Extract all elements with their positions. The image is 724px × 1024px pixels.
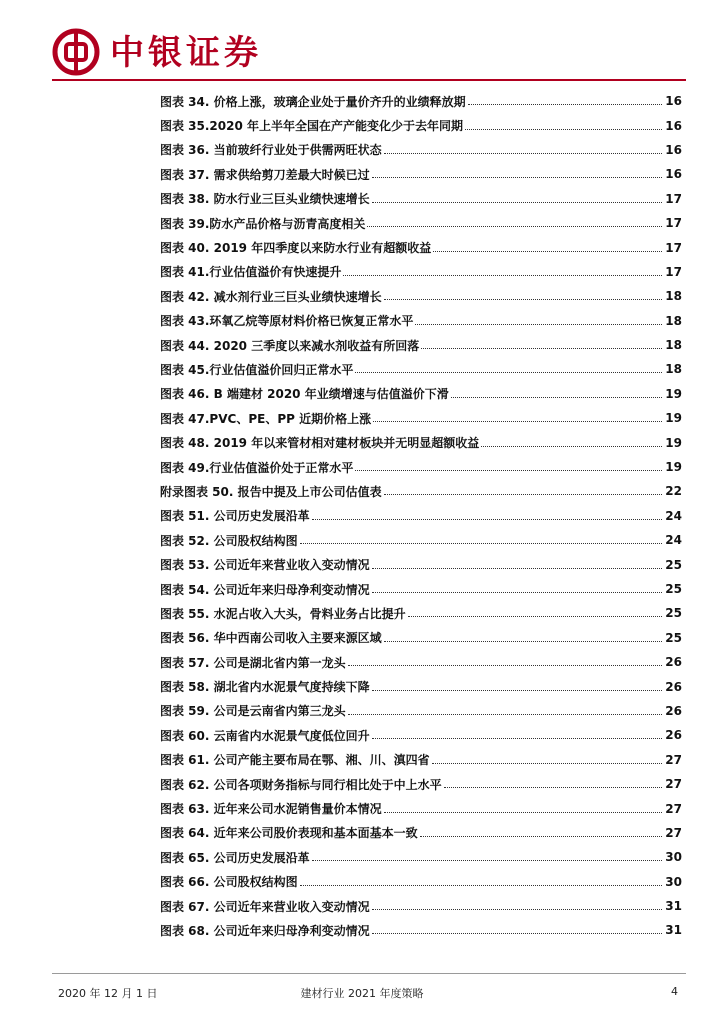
footer-report-title: 建材行业 2021 年度策略 bbox=[300, 987, 424, 1000]
toc-dot-leader bbox=[348, 714, 662, 715]
toc-entry[interactable] bbox=[160, 284, 682, 308]
toc-entry[interactable] bbox=[160, 211, 682, 235]
toc-entry[interactable] bbox=[160, 406, 682, 430]
toc-dot-leader bbox=[408, 616, 662, 617]
toc-entry-title: 图表 60. 云南省内水泥景气度低位回升 bbox=[160, 728, 370, 743]
toc-entry-page-number: 30 bbox=[665, 850, 682, 865]
toc-dot-leader bbox=[355, 470, 662, 471]
toc-entry-page-number: 19 bbox=[665, 386, 682, 401]
toc-entry-page-number: 16 bbox=[665, 167, 682, 182]
header-divider bbox=[52, 79, 686, 81]
toc-entry-page-number: 16 bbox=[665, 142, 682, 157]
toc-entry[interactable] bbox=[160, 748, 682, 772]
toc-dot-leader bbox=[367, 226, 662, 227]
toc-entry[interactable] bbox=[160, 333, 682, 357]
page-header bbox=[52, 26, 692, 80]
toc-dot-leader bbox=[415, 324, 662, 325]
toc-entry[interactable] bbox=[160, 260, 682, 284]
toc-dot-leader bbox=[468, 104, 662, 105]
toc-entry[interactable] bbox=[160, 699, 682, 723]
toc-entry-title: 图表 44. 2020 三季度以来减水剂收益有所回落 bbox=[160, 338, 420, 353]
toc-entry-title: 图表 47.PVC、PE、PP 近期价格上涨 bbox=[160, 411, 372, 426]
toc-entry[interactable] bbox=[160, 528, 682, 552]
toc-entry-title: 图表 67. 公司近年来营业收入变动情况 bbox=[160, 899, 370, 914]
toc-entry-page-number: 18 bbox=[665, 313, 682, 328]
toc-entry-page-number: 25 bbox=[665, 606, 682, 621]
toc-dot-leader bbox=[444, 787, 662, 788]
toc-entry-page-number: 17 bbox=[665, 191, 682, 206]
toc-entry[interactable] bbox=[160, 89, 682, 113]
toc-entry-page-number: 24 bbox=[665, 508, 682, 523]
toc-entry[interactable] bbox=[160, 870, 682, 894]
toc-entry-title: 图表 62. 公司各项财务指标与同行相比处于中上水平 bbox=[160, 777, 442, 792]
toc-entry[interactable] bbox=[160, 650, 682, 674]
toc-entry-page-number: 31 bbox=[665, 899, 682, 914]
toc-dot-leader bbox=[372, 202, 662, 203]
toc-dot-leader bbox=[384, 299, 662, 300]
toc-entry-title: 图表 55. 水泥占收入大头，骨料业务占比提升 bbox=[160, 606, 406, 621]
toc-entry-title: 图表 35.2020 年上半年全国在产产能变化少于去年同期 bbox=[160, 119, 464, 134]
toc-dot-leader bbox=[421, 348, 662, 349]
toc-entry-page-number: 30 bbox=[665, 874, 682, 889]
toc-entry[interactable] bbox=[160, 455, 682, 479]
toc-entry[interactable] bbox=[160, 626, 682, 650]
toc-entry-page-number: 27 bbox=[665, 825, 682, 840]
toc-entry-title: 图表 38. 防水行业三巨头业绩快速增长 bbox=[160, 192, 370, 207]
toc-entry-title: 图表 68. 公司近年来归母净利变动情况 bbox=[160, 923, 370, 938]
toc-entry-title: 图表 41.行业估值溢价有快速提升 bbox=[160, 265, 342, 280]
toc-entry-page-number: 24 bbox=[665, 533, 682, 548]
toc-dot-leader bbox=[312, 860, 662, 861]
toc-dot-leader bbox=[343, 275, 662, 276]
toc-dot-leader bbox=[372, 177, 662, 178]
toc-entry-title: 图表 56. 华中西南公司收入主要来源区域 bbox=[160, 631, 382, 646]
toc-dot-leader bbox=[420, 836, 662, 837]
toc-dot-leader bbox=[355, 372, 662, 373]
toc-dot-leader bbox=[372, 592, 662, 593]
brand-logo bbox=[52, 26, 262, 78]
toc-entry-title: 图表 34. 价格上涨，玻璃企业处于量价齐升的业绩释放期 bbox=[160, 94, 466, 109]
toc-entry-title: 图表 53. 公司近年来营业收入变动情况 bbox=[160, 558, 370, 573]
toc-entry-page-number: 18 bbox=[665, 289, 682, 304]
toc-entry-page-number: 25 bbox=[665, 557, 682, 572]
toc-entry-page-number: 26 bbox=[665, 703, 682, 718]
toc-entry-title: 附录图表 50. 报告中提及上市公司估值表 bbox=[160, 484, 382, 499]
toc-dot-leader bbox=[384, 494, 662, 495]
toc-entry-page-number: 27 bbox=[665, 801, 682, 816]
toc-dot-leader bbox=[300, 885, 662, 886]
toc-entry-title: 图表 66. 公司股权结构图 bbox=[160, 875, 298, 890]
toc-entry[interactable] bbox=[160, 187, 682, 211]
toc-entry-title: 图表 54. 公司近年来归母净利变动情况 bbox=[160, 582, 370, 597]
toc-entry[interactable] bbox=[160, 138, 682, 162]
figure-table-of-contents bbox=[160, 89, 682, 943]
toc-entry[interactable] bbox=[160, 113, 682, 137]
toc-entry-page-number: 19 bbox=[665, 411, 682, 426]
toc-dot-leader bbox=[481, 446, 662, 447]
toc-dot-leader bbox=[372, 738, 662, 739]
toc-entry-title: 图表 48. 2019 年以来管材相对建材板块并无明显超额收益 bbox=[160, 436, 480, 451]
toc-entry-title: 图表 43.环氧乙烷等原材料价格已恢复正常水平 bbox=[160, 314, 414, 329]
toc-entry-page-number: 25 bbox=[665, 582, 682, 596]
toc-entry-page-number: 26 bbox=[665, 728, 682, 743]
toc-entry-title: 图表 52. 公司股权结构图 bbox=[160, 533, 298, 548]
toc-entry-page-number: 16 bbox=[665, 118, 682, 133]
toc-entry-title: 图表 45.行业估值溢价回归正常水平 bbox=[160, 362, 354, 377]
toc-dot-leader bbox=[372, 909, 662, 910]
toc-entry[interactable] bbox=[160, 845, 682, 869]
toc-entry[interactable] bbox=[160, 162, 682, 186]
toc-entry-title: 图表 65. 公司历史发展沿革 bbox=[160, 850, 310, 865]
toc-dot-leader bbox=[384, 153, 662, 154]
toc-dot-leader bbox=[372, 933, 662, 934]
toc-entry-page-number: 31 bbox=[665, 923, 682, 938]
toc-entry-title: 图表 49.行业估值溢价处于正常水平 bbox=[160, 460, 354, 475]
toc-entry[interactable] bbox=[160, 723, 682, 747]
toc-entry[interactable] bbox=[160, 674, 682, 698]
toc-dot-leader bbox=[433, 251, 662, 252]
toc-entry[interactable] bbox=[160, 430, 682, 454]
toc-dot-leader bbox=[373, 421, 662, 422]
toc-entry-page-number: 26 bbox=[665, 679, 682, 694]
toc-entry[interactable] bbox=[160, 894, 682, 918]
toc-entry-title: 图表 42. 减水剂行业三巨头业绩快速增长 bbox=[160, 289, 382, 304]
toc-dot-leader bbox=[384, 812, 662, 813]
toc-entry[interactable] bbox=[160, 772, 682, 796]
toc-entry-title: 图表 61. 公司产能主要布局在鄂、湘、川、滇四省 bbox=[160, 753, 430, 768]
footer-page-number: 4 bbox=[671, 985, 678, 998]
toc-entry-page-number: 27 bbox=[665, 752, 682, 767]
toc-entry[interactable] bbox=[160, 382, 682, 406]
toc-entry-title: 图表 36. 当前玻纤行业处于供需两旺状态 bbox=[160, 143, 382, 158]
toc-entry-page-number: 16 bbox=[665, 94, 682, 109]
toc-entry-title: 图表 37. 需求供给剪刀差最大时候已过 bbox=[160, 167, 370, 182]
toc-entry[interactable] bbox=[160, 504, 682, 528]
toc-dot-leader bbox=[432, 763, 662, 764]
toc-dot-leader bbox=[312, 519, 662, 520]
toc-entry-title: 图表 57. 公司是湖北省内第一龙头 bbox=[160, 655, 346, 670]
toc-entry-page-number: 18 bbox=[665, 338, 682, 353]
toc-entry-title: 图表 51. 公司历史发展沿革 bbox=[160, 509, 310, 524]
toc-dot-leader bbox=[465, 129, 662, 130]
toc-dot-leader bbox=[384, 641, 662, 642]
toc-entry-title: 图表 40. 2019 年四季度以来防水行业有超额收益 bbox=[160, 241, 432, 256]
toc-entry-page-number: 27 bbox=[665, 777, 682, 792]
toc-entry-page-number: 19 bbox=[665, 460, 682, 475]
toc-entry-title: 图表 58. 湖北省内水泥景气度持续下降 bbox=[160, 680, 370, 695]
footer-divider bbox=[52, 973, 686, 974]
toc-entry-page-number: 17 bbox=[665, 240, 682, 255]
toc-dot-leader bbox=[451, 397, 662, 398]
toc-entry-page-number: 25 bbox=[665, 630, 682, 645]
toc-entry-title: 图表 63. 近年来公司水泥销售量价本情况 bbox=[160, 802, 382, 817]
toc-dot-leader bbox=[372, 690, 662, 691]
toc-entry[interactable] bbox=[160, 235, 682, 259]
toc-dot-leader bbox=[300, 543, 662, 544]
bank-of-china-logo-icon bbox=[52, 28, 100, 76]
toc-entry-title: 图表 64. 近年来公司股价表现和基本面基本一致 bbox=[160, 826, 418, 841]
footer-date: 2020 年 12 月 1 日 bbox=[58, 987, 158, 1000]
toc-entry-title: 图表 39.防水产品价格与沥青高度相关 bbox=[160, 216, 366, 231]
toc-entry-title: 图表 59. 公司是云南省内第三龙头 bbox=[160, 704, 346, 719]
toc-entry-page-number: 22 bbox=[665, 484, 682, 499]
toc-entry-page-number: 17 bbox=[665, 264, 682, 279]
toc-entry[interactable] bbox=[160, 821, 682, 845]
brand-name: 中银证券 bbox=[110, 33, 262, 73]
toc-entry[interactable] bbox=[160, 918, 682, 942]
toc-dot-leader bbox=[348, 665, 662, 666]
toc-entry-page-number: 17 bbox=[665, 216, 682, 231]
toc-entry[interactable] bbox=[160, 479, 682, 503]
toc-entry-page-number: 18 bbox=[665, 362, 682, 377]
toc-entry-page-number: 26 bbox=[665, 655, 682, 670]
toc-entry[interactable] bbox=[160, 577, 682, 601]
toc-dot-leader bbox=[372, 568, 662, 569]
toc-entry[interactable] bbox=[160, 601, 682, 625]
toc-entry[interactable] bbox=[160, 796, 682, 820]
toc-entry-title: 图表 46. B 端建材 2020 年业绩增速与估值溢价下滑 bbox=[160, 387, 449, 402]
toc-entry[interactable] bbox=[160, 357, 682, 381]
toc-entry[interactable] bbox=[160, 552, 682, 576]
toc-entry[interactable] bbox=[160, 309, 682, 333]
toc-entry-page-number: 19 bbox=[665, 435, 682, 450]
